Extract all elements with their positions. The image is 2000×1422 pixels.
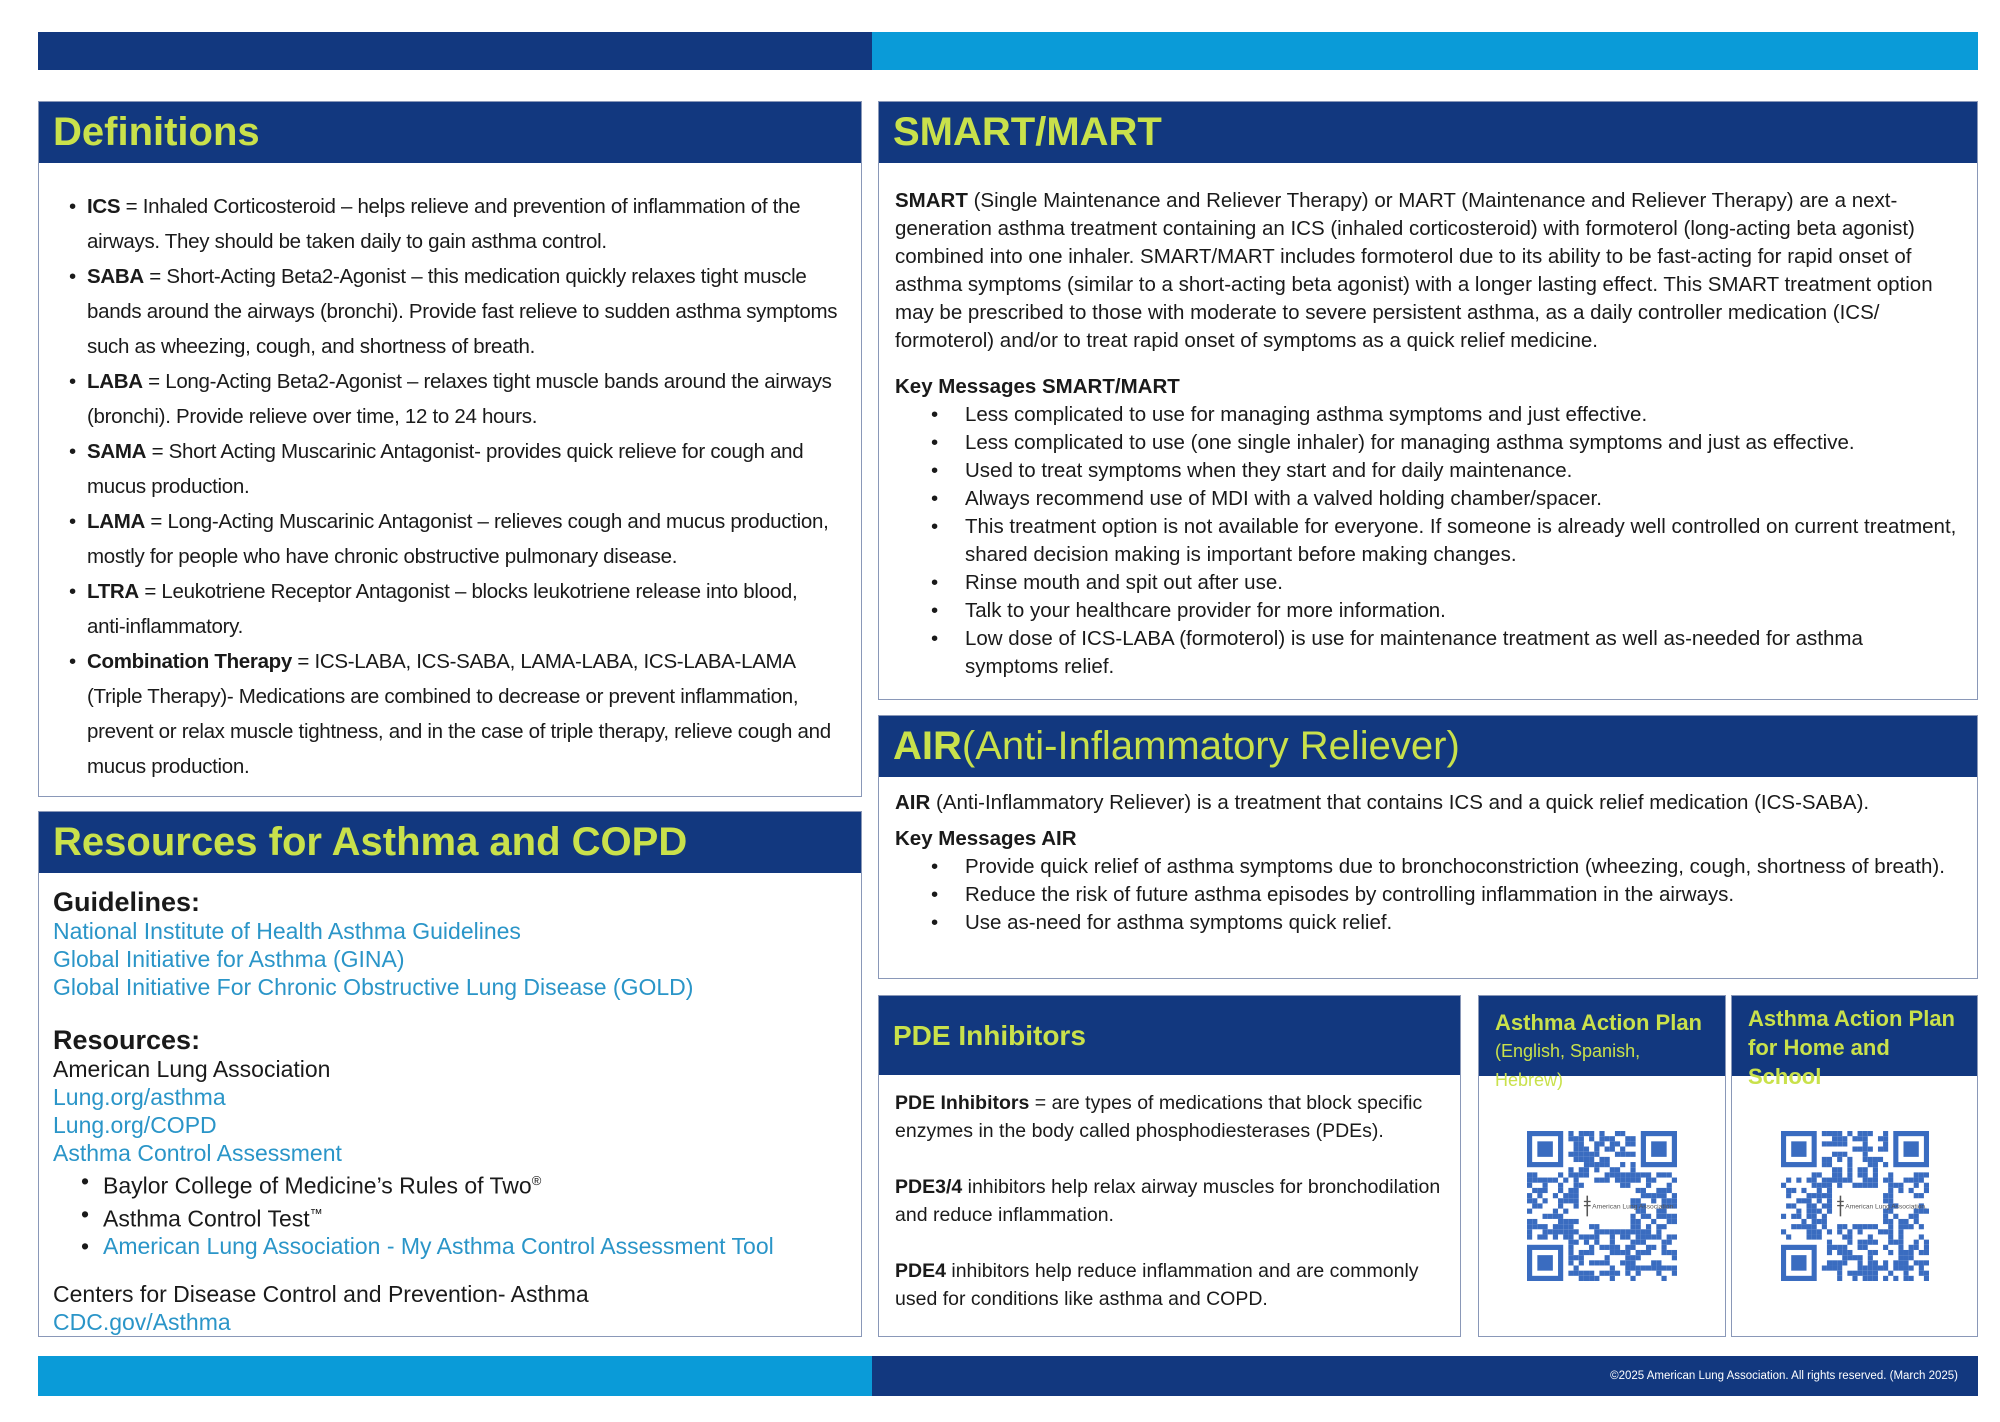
resources-title: Resources for Asthma and COPD (39, 812, 861, 873)
pde-paragraph: PDE3/4 inhibitors help relax airway muscles for bronchodilation and reduce inflammation. (895, 1176, 1441, 1226)
lung-copd-link[interactable]: Lung.org/COPD (53, 1112, 217, 1138)
qr-code-icon[interactable] (1781, 1131, 1929, 1281)
qr2-subtitle: for Home and School (1748, 1035, 1890, 1089)
air-key-heading: Key Messages AIR (895, 827, 1077, 850)
qr-panel-home-school (1731, 995, 1978, 1337)
qr2-title: Asthma Action Plan (1748, 1006, 1955, 1031)
qr-code-icon[interactable] (1527, 1131, 1677, 1281)
definition-item: • Combination Therapy = ICS-LABA, ICS-SABA, LAMA-LABA, ICS-LABA-LAMA (Triple Therapy)- Medications are combined to decrease or prevent inflammation, prevent or relax muscle tightness, and in the case of triple therapy, relieve cough and mucus production. (69, 644, 841, 784)
definition-item: • LTRA = Leukotriene Receptor Antagonist – blocks leukotriene release into blood, anti-inflammatory. (69, 574, 841, 644)
air-panel (878, 715, 1978, 979)
ala-assessment-tool-link[interactable]: American Lung Association - My Asthma Control Assessment Tool (103, 1233, 774, 1260)
definition-item: • LAMA = Long-Acting Muscarinic Antagonist – relieves cough and mucus production, mostly for people who have chronic obstructive pulmonary disease. (69, 504, 841, 574)
gina-link[interactable]: Global Initiative for Asthma (GINA) (53, 946, 405, 972)
smart-key-heading: Key Messages SMART/MART (895, 375, 1180, 398)
definition-item: • SABA = Short-Acting Beta2-Agonist – this medication quickly relaxes tight muscle bands around the airways (bronchi). Provide fast relieve to sudden asthma symptoms such as wheezing, cough, and shortness of breath. (69, 259, 841, 364)
resource-bullet (53, 1232, 847, 1260)
pde-paragraph: PDE Inhibitors = are types of medications that block specific enzymes in the body called phosphodiesterases (PDEs). (895, 1092, 1423, 1142)
asthma-control-assessment-link[interactable]: Asthma Control Assessment (53, 1140, 342, 1166)
nih-guidelines-link[interactable]: National Institute of Health Asthma Guidelines (53, 918, 521, 944)
definitions-panel (38, 101, 862, 797)
air-intro: AIR (Anti-Inflammatory Reliever) is a treatment that contains ICS and a quick relief medication (ICS-SABA). (895, 791, 1870, 814)
smart-intro: SMART (Single Maintenance and Reliever Therapy) or MART (Maintenance and Reliever Therapy) are a next-generation asthma treatment containing an ICS (inhaled corticosteroid) with formoterol (long-acting beta agonist) combined into one inhaler. SMART/MART includes formoterol due to its ability to be fast-acting for rapid onset of asthma symptoms (similar to a short-acting beta agonist) with a longer lasting effect. This SMART treatment option may be prescribed to those with moderate to severe persistent asthma, as a daily controller medication (ICS/ formoterol) and/or to treat rapid onset of symptoms as a quick relief medicine. (895, 189, 1933, 352)
smart-title: SMART/MART (879, 102, 1977, 163)
bottom-bar-light (38, 1356, 872, 1396)
air-key-messages (895, 853, 1961, 937)
key-message: • Less complicated to use for managing asthma symptoms and just effective. (895, 401, 1961, 429)
resource-bullet: • Baylor College of Medicine’s Rules of Two® (53, 1167, 847, 1200)
key-message: • Reduce the risk of future asthma episodes by controlling inflammation in the airways. (895, 881, 1961, 909)
gold-link[interactable]: Global Initiative For Chronic Obstructive Lung Disease (GOLD) (53, 974, 694, 1000)
pde-panel (878, 995, 1461, 1337)
qr1-title: Asthma Action Plan (1495, 1010, 1702, 1035)
key-message: • Talk to your healthcare provider for more information. (895, 597, 1961, 625)
pde-title: PDE Inhibitors (879, 996, 1460, 1075)
resource-bullet: • Asthma Control Test™ (53, 1200, 847, 1233)
cdc-asthma-link[interactable]: CDC.gov/Asthma (53, 1309, 231, 1336)
key-message: • Low dose of ICS-LABA (formoterol) is use for maintenance treatment as well as-needed for asthma symptoms relief. (895, 625, 1961, 681)
key-message: • Provide quick relief of asthma symptoms due to bronchoconstriction (wheezing, cough, shortness of breath). (895, 853, 1961, 881)
resources-panel (38, 811, 862, 1337)
lung-asthma-link[interactable]: Lung.org/asthma (53, 1084, 226, 1110)
guidelines-heading: Guidelines: (53, 887, 201, 917)
definition-item: • LABA = Long-Acting Beta2-Agonist – relaxes tight muscle bands around the airways (bronchi). Provide relieve over time, 12 to 24 hours. (69, 364, 841, 434)
qr1-subtitle: (English, Spanish, Hebrew) (1495, 1041, 1641, 1090)
copyright: ©2025 American Lung Association. All rights reserved. (March 2025) (1610, 1370, 1958, 1382)
bottom-bar-dark (872, 1356, 1978, 1396)
cdc-label: Centers for Disease Control and Prevention- Asthma (53, 1281, 589, 1308)
key-message: • Always recommend use of MDI with a valved holding chamber/spacer. (895, 485, 1961, 513)
pde-paragraph: PDE4 inhibitors help reduce inflammation and are commonly used for conditions like asthma and COPD. (895, 1260, 1419, 1310)
key-message: • This treatment option is not available for everyone. If someone is already well controlled on current treatment, shared decision making is important before making changes. (895, 513, 1961, 569)
smart-mart-panel (878, 101, 1978, 700)
key-message: • Less complicated to use (one single inhaler) for managing asthma symptoms and just as effective. (895, 429, 1961, 457)
key-message: • Used to treat symptoms when they start and for daily maintenance. (895, 457, 1961, 485)
svg-text:American Lung Association.: American Lung Association. (1845, 1203, 1927, 1211)
key-message: • Rinse mouth and spit out after use. (895, 569, 1961, 597)
key-message: • Use as-need for asthma symptoms quick relief. (895, 909, 1961, 937)
definition-item: • ICS = Inhaled Corticosteroid – helps relieve and prevention of inflammation of the airways. They should be taken daily to gain asthma control. (69, 189, 841, 259)
resources-heading: Resources: (53, 1025, 201, 1055)
air-title: AIR (Anti-Inflammatory Reliever) (879, 716, 1977, 777)
qr-panel-action-plan (1478, 995, 1726, 1337)
top-bar-dark (38, 32, 872, 70)
svg-text:American Lung Association.: American Lung Association. (1592, 1203, 1676, 1211)
definitions-list (39, 163, 861, 784)
definition-item: • SAMA = Short Acting Muscarinic Antagonist- provides quick relieve for cough and mucus production. (69, 434, 841, 504)
definitions-title: Definitions (39, 102, 861, 163)
ala-label: American Lung Association (53, 1056, 331, 1082)
top-bar-light (872, 32, 1978, 70)
smart-key-messages (895, 401, 1961, 681)
